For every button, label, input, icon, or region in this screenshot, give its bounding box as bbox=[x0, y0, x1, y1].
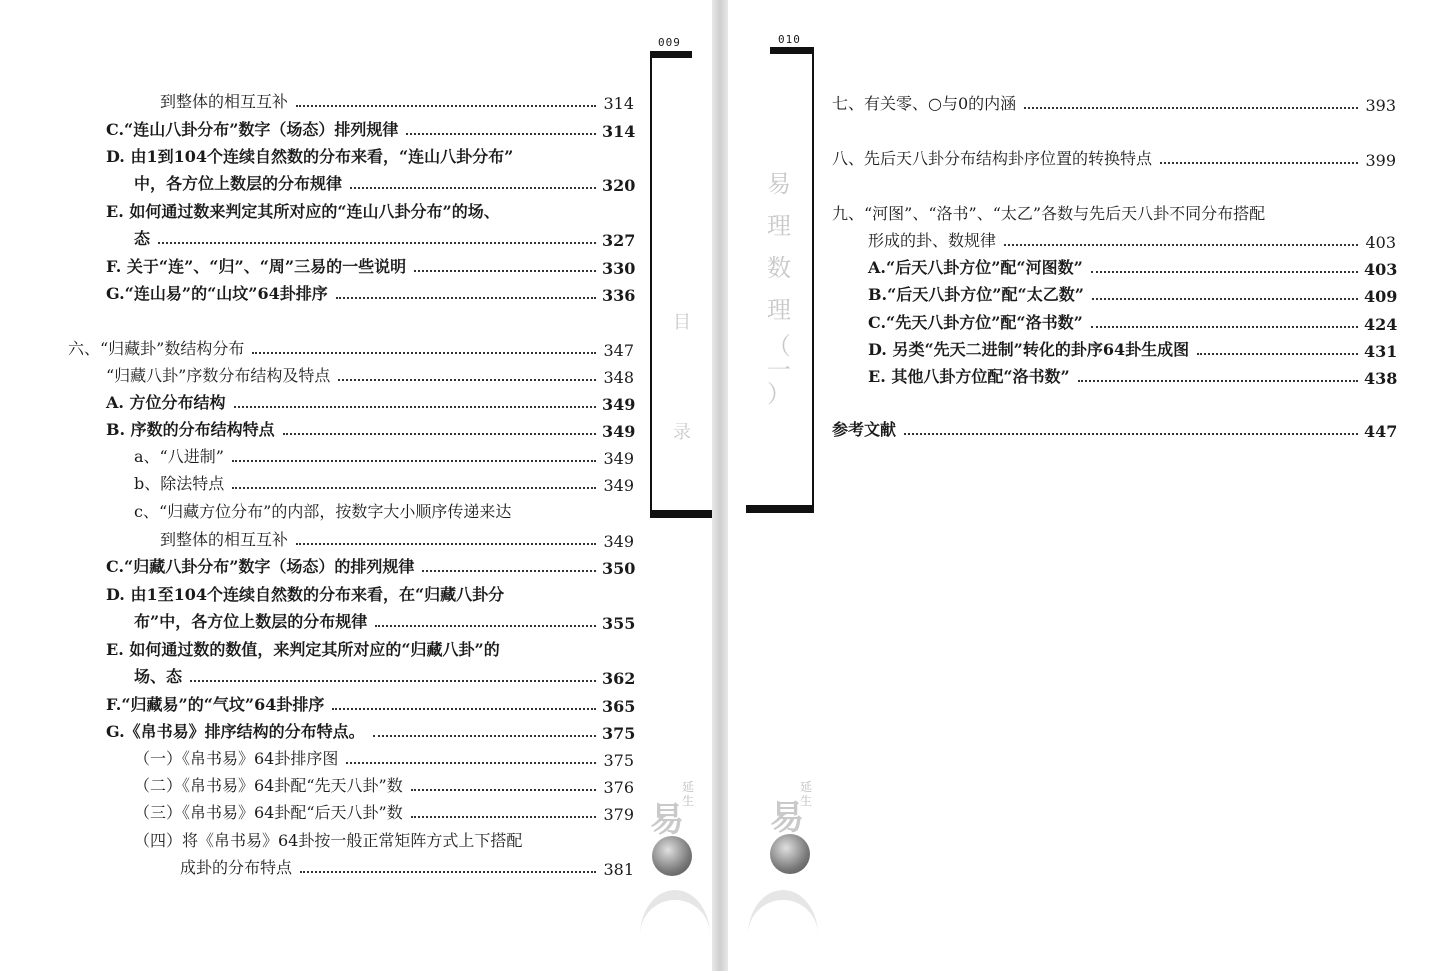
toc-page-number: 330 bbox=[602, 259, 636, 278]
toc-entry bbox=[180, 858, 292, 878]
toc-entry-title: G.《帛书易》排序结构的分布特点。 bbox=[106, 722, 365, 741]
toc-page-number: 349 bbox=[603, 449, 634, 468]
leader-dots bbox=[411, 789, 596, 791]
toc-entry bbox=[134, 447, 224, 467]
toc-entry bbox=[832, 149, 1152, 169]
spine-char: 理 bbox=[767, 296, 791, 324]
toc-entry-title: C.“归藏八卦分布”数字（场态）的排列规律 bbox=[106, 557, 415, 576]
spine-char: （ bbox=[767, 332, 791, 360]
toc-entry bbox=[68, 339, 244, 359]
toc-page-number: 349 bbox=[603, 532, 634, 551]
spine-line bbox=[812, 54, 814, 508]
toc-entry-title: E. 其他八卦方位配“洛书数” bbox=[868, 367, 1070, 386]
leader-dots bbox=[375, 625, 596, 627]
leader-dots bbox=[1092, 298, 1358, 300]
toc-entry bbox=[134, 831, 522, 851]
leader-dots bbox=[904, 433, 1358, 435]
left-page bbox=[0, 0, 712, 971]
toc-entry-title: （三）《帛书易》64卦配“后天八卦”数 bbox=[134, 803, 403, 822]
leader-dots bbox=[1091, 326, 1358, 328]
toc-entry-title: E. 如何通过数来判定其所对应的“连山八卦分布”的场、 bbox=[106, 202, 500, 221]
page-number: 010 bbox=[778, 33, 801, 46]
toc-page-number: 350 bbox=[602, 559, 636, 578]
toc-entry-title: B. 序数的分布结构特点 bbox=[106, 420, 275, 439]
leader-dots bbox=[158, 242, 596, 244]
toc-entry bbox=[106, 585, 504, 605]
leader-dots bbox=[422, 570, 596, 572]
toc-entry-title: 九、“河图”、“洛书”、“太乙”各数与先后天八卦不同分布搭配 bbox=[832, 204, 1266, 223]
leader-dots bbox=[234, 406, 596, 408]
toc-entry-title: b、除法特点 bbox=[134, 474, 225, 493]
logo-mark: 易 bbox=[770, 798, 804, 838]
right-page bbox=[728, 0, 1440, 971]
leader-dots bbox=[406, 133, 596, 135]
toc-entry bbox=[106, 284, 328, 304]
toc-page-number: 349 bbox=[603, 476, 634, 495]
toc-entry-title: C.“连山八卦分布”数字（场态）排列规律 bbox=[106, 120, 399, 139]
toc-entry-title: 布”中，各方位上数层的分布规律 bbox=[134, 612, 368, 631]
toc-entry bbox=[106, 695, 324, 715]
toc-entry bbox=[160, 92, 288, 112]
toc-page-number: 347 bbox=[603, 341, 634, 360]
toc-entry-title: 到整体的相互互补 bbox=[160, 92, 289, 111]
leader-dots bbox=[283, 433, 596, 435]
toc-entry-title: E. 如何通过数的数值，来判定其所对应的“归藏八卦”的 bbox=[106, 640, 500, 659]
toc-entry-title: （一）《帛书易》64卦排序图 bbox=[134, 749, 339, 768]
book-gutter bbox=[712, 0, 728, 971]
page-number: 009 bbox=[658, 36, 681, 49]
toc-page-number: 375 bbox=[602, 724, 636, 743]
spine-char: 一 bbox=[767, 356, 791, 384]
toc-entry-title: 场、态 bbox=[134, 667, 183, 686]
toc-entry-title: D. 由1到104个连续自然数的分布来看，“连山八卦分布” bbox=[106, 147, 514, 166]
toc-entry bbox=[106, 120, 398, 140]
toc-entry-title: F.“归藏易”的“气坟”64卦排序 bbox=[106, 695, 325, 714]
toc-entry-title: 到整体的相互互补 bbox=[160, 530, 289, 549]
leader-dots bbox=[1004, 244, 1358, 246]
toc-entry bbox=[134, 229, 150, 249]
toc-page-number: 336 bbox=[602, 286, 636, 305]
spine-char: 理 bbox=[767, 212, 791, 240]
toc-entry bbox=[868, 258, 1083, 278]
toc-page-number: 447 bbox=[1364, 422, 1398, 441]
toc-entry-title: 形成的卦、数规律 bbox=[868, 231, 997, 250]
toc-page-number: 376 bbox=[603, 778, 634, 797]
toc-entry-title: 中，各方位上数层的分布规律 bbox=[134, 174, 343, 193]
toc-page-number: 314 bbox=[603, 94, 634, 113]
logo-mark: 易 bbox=[650, 800, 684, 840]
spine-char: 录 bbox=[673, 422, 691, 443]
toc-page-number: 403 bbox=[1365, 233, 1396, 252]
toc-entry-title: 八、先后天八卦分布结构卦序位置的转换特点 bbox=[832, 149, 1153, 168]
toc-entry bbox=[832, 94, 1016, 114]
toc-entry bbox=[106, 147, 513, 167]
taiji-icon bbox=[770, 834, 810, 874]
toc-entry bbox=[134, 502, 511, 522]
toc-entry-title: G.“连山易”的“山坟”64卦排序 bbox=[106, 284, 328, 303]
leader-dots bbox=[190, 680, 596, 682]
footer-bar bbox=[650, 510, 712, 518]
toc-page-number: 403 bbox=[1364, 260, 1398, 279]
leader-dots bbox=[373, 735, 596, 737]
leader-dots bbox=[252, 352, 596, 354]
toc-entry bbox=[106, 202, 500, 222]
toc-entry bbox=[134, 667, 182, 687]
toc-entry-title: A. 方位分布结构 bbox=[106, 393, 226, 412]
leader-dots bbox=[1078, 380, 1358, 382]
toc-entry-title: （二）《帛书易》64卦配“先天八卦”数 bbox=[134, 776, 403, 795]
toc-page-number: 438 bbox=[1364, 369, 1398, 388]
toc-page-number: 431 bbox=[1364, 342, 1398, 361]
toc-entry bbox=[868, 367, 1070, 387]
toc-page-number: 375 bbox=[603, 751, 634, 770]
header-bar bbox=[770, 47, 814, 54]
toc-entry bbox=[832, 420, 896, 440]
leader-dots bbox=[338, 379, 596, 381]
toc-page-number: 355 bbox=[602, 614, 636, 633]
spine-char: 目 bbox=[673, 312, 691, 333]
toc-entry-title: B.“后天八卦方位”配“太乙数” bbox=[868, 285, 1084, 304]
toc-entry-title: C.“先天八卦方位”配“洛书数” bbox=[868, 313, 1083, 332]
taiji-icon bbox=[652, 836, 692, 876]
toc-page-number: 399 bbox=[1365, 151, 1396, 170]
toc-entry bbox=[134, 803, 403, 823]
leader-dots bbox=[350, 187, 596, 189]
logo-caption: 延生 bbox=[800, 780, 813, 808]
toc-entry-title: a、“八进制” bbox=[134, 447, 224, 466]
toc-entry bbox=[106, 722, 365, 742]
toc-page-number: 365 bbox=[602, 697, 636, 716]
toc-entry bbox=[134, 474, 224, 494]
toc-page-number: 362 bbox=[602, 669, 636, 688]
leader-dots bbox=[296, 105, 596, 107]
toc-entry bbox=[106, 257, 406, 277]
toc-entry-title: 成卦的分布特点 bbox=[180, 858, 293, 877]
spine-line bbox=[650, 58, 652, 513]
toc-page-number: 320 bbox=[602, 176, 636, 195]
toc-entry bbox=[134, 776, 403, 796]
leader-dots bbox=[232, 487, 596, 489]
toc-entry bbox=[868, 231, 996, 251]
toc-entry bbox=[106, 393, 226, 413]
toc-entry-title: A.“后天八卦方位”配“河图数” bbox=[868, 258, 1083, 277]
toc-page-number: 393 bbox=[1365, 96, 1396, 115]
logo-wing bbox=[640, 890, 710, 971]
toc-entry bbox=[134, 612, 367, 632]
toc-page-number: 349 bbox=[602, 422, 636, 441]
spine-char: 数 bbox=[767, 254, 791, 282]
toc-entry-title: F. 关于“连”、“归”、“周”三易的一些说明 bbox=[106, 257, 407, 276]
spine-char: ） bbox=[767, 380, 791, 408]
toc-entry-title: 七、有关零、○与0的内涵 bbox=[832, 94, 1017, 113]
toc-entry bbox=[832, 204, 1265, 224]
toc-entry bbox=[868, 340, 1189, 360]
toc-page-number: 409 bbox=[1364, 287, 1398, 306]
leader-dots bbox=[411, 816, 596, 818]
toc-entry bbox=[134, 174, 342, 194]
toc-entry-title: 六、“归藏卦”数结构分布 bbox=[68, 339, 245, 358]
toc-page-number: 314 bbox=[602, 122, 636, 141]
toc-entry bbox=[106, 366, 330, 386]
spine-char: 易 bbox=[767, 170, 791, 198]
toc-entry bbox=[106, 420, 275, 440]
footer-bar bbox=[746, 505, 814, 513]
toc-entry bbox=[160, 530, 288, 550]
leader-dots bbox=[332, 708, 596, 710]
toc-page-number: 379 bbox=[603, 805, 634, 824]
leader-dots bbox=[414, 270, 596, 272]
leader-dots bbox=[336, 297, 596, 299]
logo-caption: 延生 bbox=[682, 780, 695, 808]
leader-dots bbox=[232, 460, 596, 462]
toc-page-number: 381 bbox=[603, 860, 634, 879]
leader-dots bbox=[1091, 271, 1358, 273]
toc-entry-title: c、“归藏方位分布”的内部，按数字大小顺序传递来达 bbox=[134, 502, 512, 521]
logo-wing bbox=[748, 890, 818, 971]
toc-entry bbox=[134, 749, 338, 769]
toc-page-number: 348 bbox=[603, 368, 634, 387]
toc-entry bbox=[868, 313, 1083, 333]
leader-dots bbox=[1197, 353, 1358, 355]
leader-dots bbox=[1160, 162, 1358, 164]
toc-entry bbox=[868, 285, 1084, 305]
toc-entry bbox=[106, 557, 414, 577]
toc-entry-title: D. 由1至104个连续自然数的分布来看，在“归藏八卦分 bbox=[106, 585, 505, 604]
toc-entry bbox=[106, 640, 500, 660]
toc-entry-title: “归藏八卦”序数分布结构及特点 bbox=[106, 366, 331, 385]
toc-page-number: 424 bbox=[1364, 315, 1398, 334]
toc-entry-title: D. 另类“先天二进制”转化的卦序64卦生成图 bbox=[868, 340, 1190, 359]
leader-dots bbox=[346, 762, 596, 764]
header-bar bbox=[650, 51, 692, 58]
leader-dots bbox=[296, 543, 596, 545]
leader-dots bbox=[300, 871, 596, 873]
toc-entry-title: （四）将《帛书易》64卦按一般正常矩阵方式上下搭配 bbox=[134, 831, 523, 850]
toc-page-number: 327 bbox=[602, 231, 636, 250]
toc-page-number: 349 bbox=[602, 395, 636, 414]
toc-entry-title: 态 bbox=[134, 229, 151, 248]
leader-dots bbox=[1024, 107, 1358, 109]
toc-entry-title: 参考文献 bbox=[832, 420, 897, 439]
